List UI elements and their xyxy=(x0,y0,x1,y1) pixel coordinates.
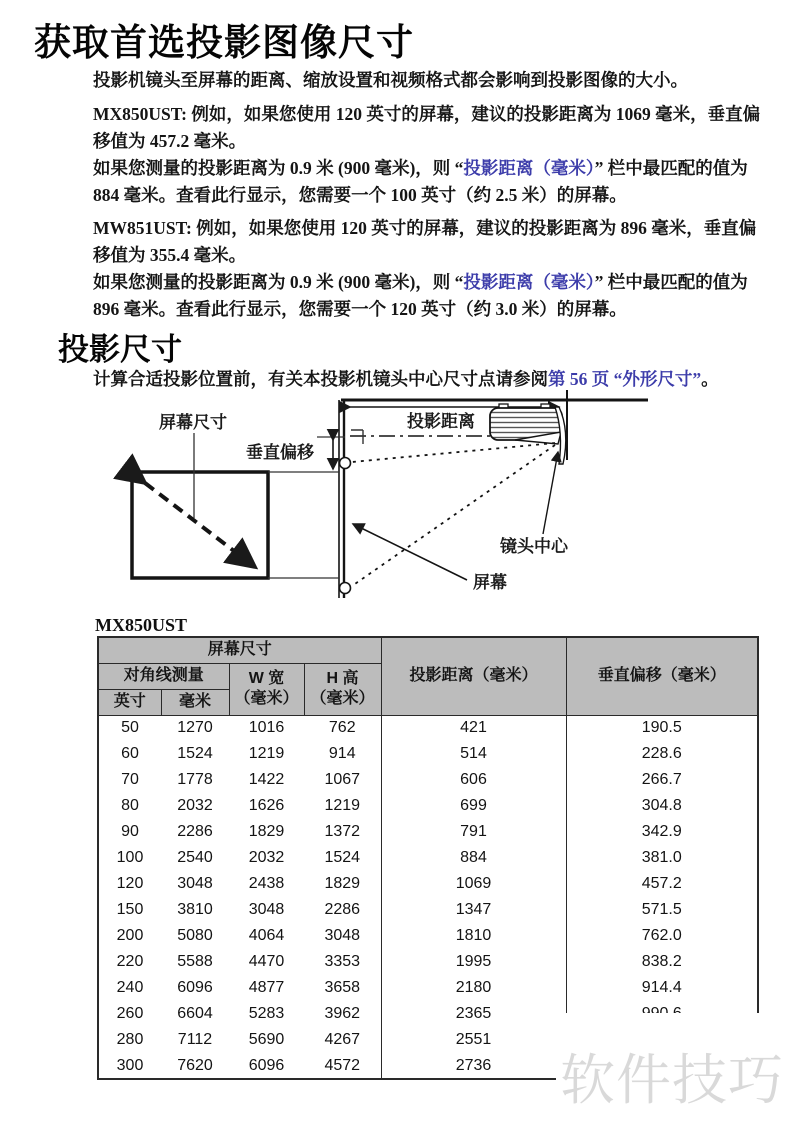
table-row xyxy=(98,819,758,845)
table-cell: 80 xyxy=(121,797,139,814)
table-cell: 4267 xyxy=(304,1027,381,1053)
column-ref-text: 投影距离（毫米） xyxy=(463,272,595,292)
table-cell: 2540 xyxy=(177,849,213,866)
table-cell: 1422 xyxy=(248,771,285,788)
table-cell: 1524 xyxy=(304,845,381,871)
table-cell: 1829 xyxy=(304,871,381,897)
header-diagonal: 对角线测量 xyxy=(98,663,229,689)
table-cell: 5690 xyxy=(248,1031,285,1048)
table-cell: 3048 xyxy=(177,875,213,892)
column-ref-text: “外形尺寸” xyxy=(609,369,702,389)
table-cell: 3810 xyxy=(177,901,213,918)
paragraph xyxy=(93,101,765,155)
table-cell: 2286 xyxy=(177,823,213,840)
table-cell: 2551 xyxy=(381,1027,566,1053)
table-cell: 5588 xyxy=(177,953,213,970)
beam-top xyxy=(352,443,555,462)
table-cell: 1524 xyxy=(177,745,213,762)
table-cell: 6096 xyxy=(177,979,213,996)
header-height: H 高 （毫米） xyxy=(304,663,381,715)
table-cell: 1067 xyxy=(304,767,381,793)
table-cell: 421 xyxy=(381,715,566,741)
table-cell: 228.6 xyxy=(641,745,682,762)
table-cell: 2032 xyxy=(177,797,213,814)
table-cell: 791 xyxy=(381,819,566,845)
table-cell: 6604 xyxy=(177,1005,213,1022)
table-cell: 7112 xyxy=(177,1031,213,1048)
table-cell: 2365 xyxy=(381,1001,566,1027)
page-ref-link[interactable]: 第 56 页 xyxy=(548,369,610,389)
table-cell: 1069 xyxy=(381,871,566,897)
table-cell: 1626 xyxy=(248,797,285,814)
screen-diagonal-arrow xyxy=(145,483,255,567)
paragraph xyxy=(93,155,765,209)
table-cell: 2032 xyxy=(248,849,285,866)
diagram-label-vertical-offset: 垂直偏移 xyxy=(246,443,314,462)
table-cell: 3658 xyxy=(304,975,381,1001)
table-cell: 3962 xyxy=(304,1001,381,1027)
paragraph xyxy=(93,67,765,94)
table-cell: 4877 xyxy=(248,979,285,996)
beam-bottom xyxy=(352,445,555,586)
table-cell: 1219 xyxy=(304,793,381,819)
table-cell: 606 xyxy=(381,767,566,793)
table-row xyxy=(98,715,758,741)
table-row xyxy=(98,975,758,1001)
table-cell: 50 xyxy=(121,719,139,737)
watermark: 软件技巧 xyxy=(560,1049,785,1111)
table-cell: 838.2 xyxy=(641,953,682,970)
table-cell: 914 xyxy=(304,741,381,767)
table-cell: 342.9 xyxy=(641,823,682,840)
table-cell: 1829 xyxy=(248,823,285,840)
body-text: 如果您测量的投影距离为 0.9 米 (900 毫米)，则 “ xyxy=(93,272,464,292)
table-cell: 190.5 xyxy=(641,719,682,737)
table-cell: 1810 xyxy=(381,923,566,949)
section-intro xyxy=(93,366,765,393)
diagram-label-screen-size: 屏幕尺寸 xyxy=(159,413,227,432)
paragraph xyxy=(93,269,765,323)
body-text: 投影机镜头至屏幕的距离、缩放设置和视频格式都会影响到投影图像的大小。 xyxy=(93,70,688,90)
screen-pointer xyxy=(353,524,467,580)
table-cell: 7620 xyxy=(177,1056,213,1074)
table-cell: 300 xyxy=(116,1056,144,1074)
table-cell: 3048 xyxy=(248,901,285,918)
header-projection-distance: 投影距离（毫米） xyxy=(381,637,566,715)
table-row xyxy=(98,923,758,949)
table-cell: 220 xyxy=(116,953,144,970)
table-cell: 457.2 xyxy=(641,875,682,892)
header-mm: 毫米 xyxy=(161,689,229,715)
table-cell: 240 xyxy=(116,979,144,996)
table-cell: 762.0 xyxy=(641,927,682,944)
table-cell: 884 xyxy=(381,845,566,871)
table-cell: 914.4 xyxy=(641,979,682,996)
table-cell: 514 xyxy=(381,741,566,767)
table-cell: 2736 xyxy=(381,1053,566,1079)
diagram-label-lens-center: 镜头中心 xyxy=(500,537,568,556)
table-cell: 1016 xyxy=(248,719,285,737)
table-cell: 5080 xyxy=(177,927,213,944)
table-cell: 4470 xyxy=(248,953,285,970)
table-cell: 2438 xyxy=(248,875,285,892)
header-width: W 宽 （毫米） xyxy=(229,663,304,715)
table-cell: 4572 xyxy=(304,1053,381,1079)
page-title: 获取首选投影图像尺寸 xyxy=(34,22,414,63)
diagram-label-projection-distance: 投影距离 xyxy=(407,412,475,431)
table-cell: 699 xyxy=(381,793,566,819)
perpendicular-mark xyxy=(351,430,363,444)
table-cell: 100 xyxy=(116,849,144,866)
table-cell: 1270 xyxy=(177,719,213,737)
column-ref-text: 投影距离（毫米） xyxy=(463,158,595,178)
table-cell: 280 xyxy=(116,1031,144,1048)
header-screen-size: 屏幕尺寸 xyxy=(98,637,381,663)
table-cell: 1219 xyxy=(248,745,285,762)
table-cell: 3353 xyxy=(304,949,381,975)
screen-hook-top xyxy=(340,458,351,469)
table-cell: 304.8 xyxy=(641,797,682,814)
table-cell: 90 xyxy=(121,823,139,840)
table-model-label: MX850UST xyxy=(95,615,188,635)
body-text: 。 xyxy=(701,369,719,389)
table-row xyxy=(98,949,758,975)
table-cell: 150 xyxy=(116,901,144,918)
header-vertical-offset: 垂直偏移（毫米） xyxy=(566,637,758,715)
table-row xyxy=(98,871,758,897)
table-cell: 1372 xyxy=(304,819,381,845)
body-text: 计算合适投影位置前，有关本投影机镜头中心尺寸点请参阅 xyxy=(93,369,548,389)
table-cell: 200 xyxy=(116,927,144,944)
table-cell: 6096 xyxy=(248,1056,285,1074)
table-cell: 5283 xyxy=(248,1005,285,1022)
table-cell: 70 xyxy=(121,771,139,788)
body-text: ” 栏中最匹配的值为 884 毫米。查看此行显示，您需要一个 100 英寸（约 2.5 米）的屏幕。 xyxy=(93,158,748,205)
body-text: MW851UST: 例如，如果您使用 120 英寸的屏幕，建议的投影距离为 896 毫米，垂直偏移值为 355.4 毫米。 xyxy=(93,218,757,265)
table-cell: 1778 xyxy=(177,771,213,788)
projection-diagram xyxy=(95,390,785,620)
table-cell: 381.0 xyxy=(641,849,682,866)
lens-center-pointer xyxy=(543,452,558,534)
table-cell: 1995 xyxy=(381,949,566,975)
table-cell: 3048 xyxy=(304,923,381,949)
table-cell: 120 xyxy=(116,875,144,892)
table-cell: 1347 xyxy=(381,897,566,923)
body-text: ” 栏中最匹配的值为 896 毫米。查看此行显示，您需要一个 120 英寸（约 3.0 米）的屏幕。 xyxy=(93,272,748,319)
screen-hook-bottom xyxy=(340,583,351,594)
header-inch: 英寸 xyxy=(98,689,161,715)
body-text: MX850UST: 例如，如果您使用 120 英寸的屏幕，建议的投影距离为 1069 毫米，垂直偏移值为 457.2 毫米。 xyxy=(93,104,761,151)
table-cell: 260 xyxy=(116,1005,144,1022)
diagram-label-screen: 屏幕 xyxy=(473,573,507,592)
table-row xyxy=(98,845,758,871)
section-title: 投影尺寸 xyxy=(58,332,182,367)
table-row xyxy=(98,793,758,819)
table-cell: 4064 xyxy=(248,927,285,944)
table-row xyxy=(98,741,758,767)
table-cell: 2286 xyxy=(304,897,381,923)
table-row xyxy=(98,897,758,923)
paragraph xyxy=(93,215,765,269)
table-cell: 571.5 xyxy=(641,901,682,918)
table-cell: 2180 xyxy=(381,975,566,1001)
table-cell: 762 xyxy=(304,715,381,741)
table-row xyxy=(98,767,758,793)
body-text: 如果您测量的投影距离为 0.9 米 (900 毫米)，则 “ xyxy=(93,158,464,178)
table-cell: 60 xyxy=(121,745,139,762)
table-cell: 266.7 xyxy=(641,771,682,788)
